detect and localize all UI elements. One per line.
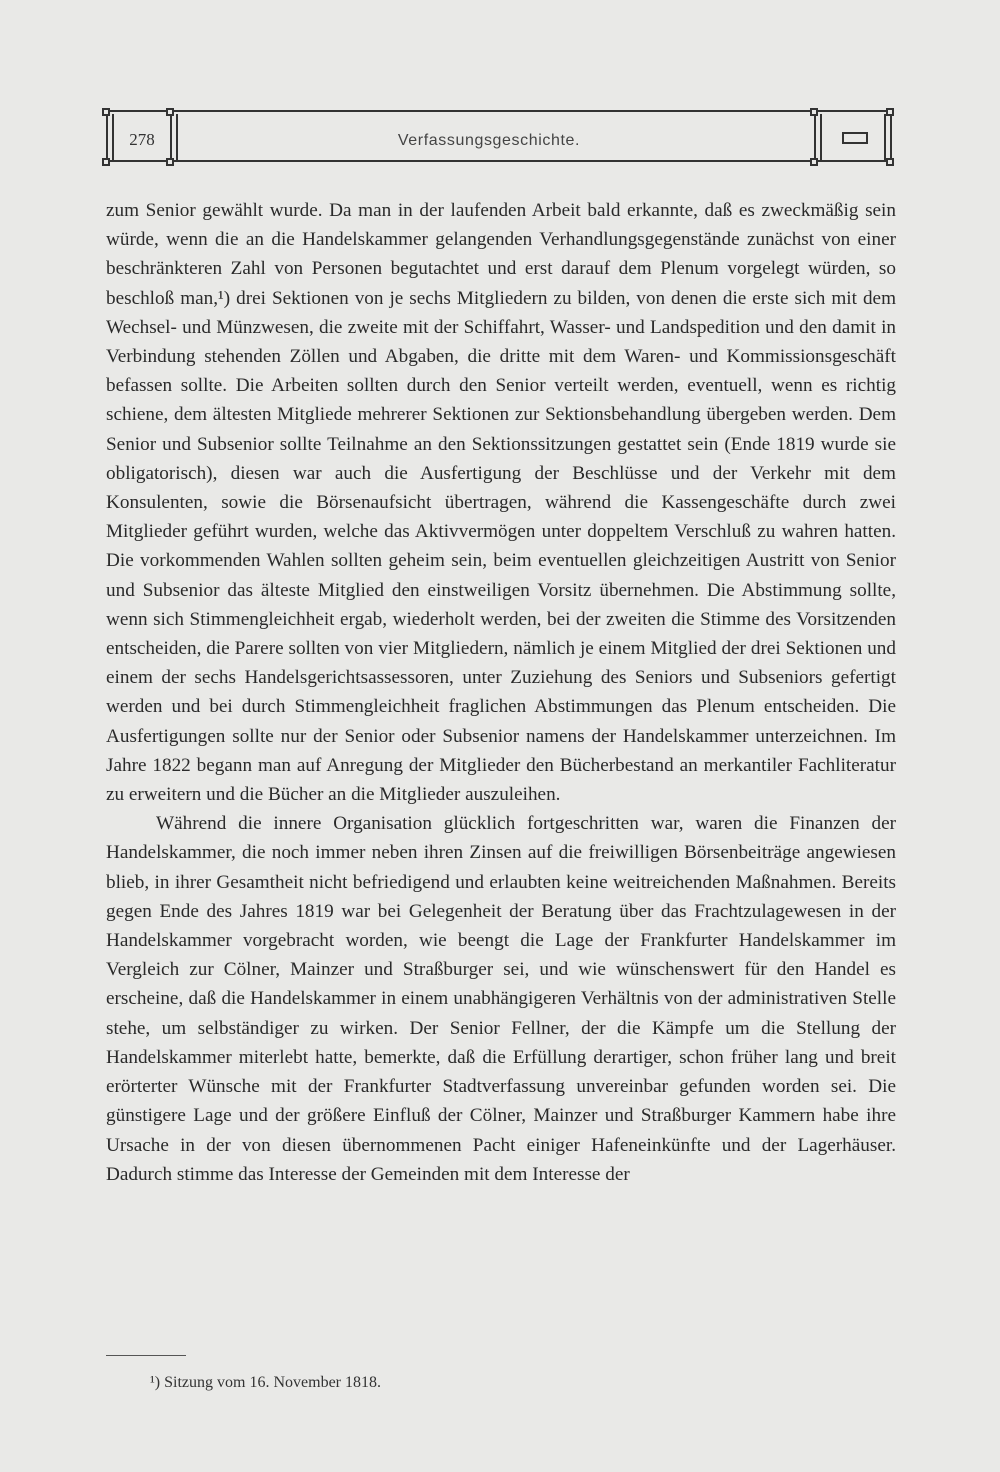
page-header-frame [102,108,894,166]
header-corner-square [102,158,110,166]
header-bottom-rule [102,160,894,162]
header-corner-square [166,158,174,166]
page-number: 278 [129,130,155,149]
header-corner-square [102,108,110,116]
paragraph: zum Senior gewählt wurde. Da man in der laufenden Arbeit bald erkannte, daß es zweckmäßig sein würde, wenn die an die Handelskammer gelangenden Verhandlungsgegenstände zunächst von einer beschränkteren Zahl von Personen begutachtet und erst darauf dem Plenum vorgelegt würden, so beschloß man,¹) drei Sektionen von je sechs Mitgliedern zu bilden, von denen die erste sich mit dem Wechsel- und Münzwesen, die zweite mit der Schiffahrt, Wasser- und Landspedition und den damit in Verbindung stehenden Zöllen und Abgaben, die dritte mit dem Waren- und Kommissionsgeschäft befassen sollte. Die Arbeiten sollten durch den Senior verteilt werden, eventuell, wenn es richtig schiene, dem ältesten Mitgliede mehrerer Sektionen zur Sektionsbehandlung übergeben werden. Dem Senior und Subsenior sollte Teilnahme an den Sektionssitzungen gestattet sein (Ende 1819 wurde sie obligatorisch), diesen war auch die Ausfertigung der Beschlüsse und der Verkehr mit dem Konsulenten, sowie die Börsenaufsicht übertragen, während die Kassengeschäfte durch zwei Mitglieder geführt wurden, welche das Aktivvermögen unter doppeltem Verschluß zu wahren hatten. Die vorkommenden Wahlen sollten geheim sein, beim eventuellen gleichzeitigen Austritt von Senior und Subsenior das älteste Mitglied den einstweiligen Vorsitz übernehmen. Die Abstimmung sollte, wenn sich Stimmengleichheit ergab, wiederholt werden, bei der zweiten die Stimme des Vorsitzenden entscheiden, die Parere sollten von vier Mitgliedern, nämlich je einem Mitglied der drei Sektionen und einem der sechs Handelsgerichtsassessoren, unter Zuziehung des Seniors und Subseniors gefertigt werden und bei durch Stimmengleichheit fraglichen Abstimmungen das Plenum entscheiden. Die Ausfertigungen sollte nur der Senior oder Subsenior namens der Handelskammer unterzeichnen. Im Jahre 1822 begann man auf Anregung der Mitglieder den Bücherbestand an merkantiler Fachliteratur zu erweitern und die Bücher an die Mitglieder auszuleihen. [106,200,896,806]
header-corner-square [886,108,894,116]
running-title: Verfassungsgeschichte. [397,132,581,149]
footnote-rule [106,1355,186,1356]
header-corner-square [810,158,818,166]
header-corner-square [886,158,894,166]
header-corner-square [810,108,818,116]
footnote: ¹) Sitzung vom 16. November 1818. [150,1374,381,1391]
header-left-inner-bar [112,114,114,160]
header-right-divider-inner [820,114,822,160]
header-corner-square [166,108,174,116]
header-right-inner-bar [884,114,886,160]
header-ornament-icon [842,132,868,144]
body-text [106,196,896,1189]
header-top-rule [102,110,894,112]
paragraph: Während die innere Organisation glücklich fortgeschritten war, waren die Finanzen der Handelskammer, die noch immer neben ihren Zinsen auf die freiwilligen Börsenbeiträge angewiesen blieb, in ihrer Gesamtheit nicht befriedigend und erlaubten keine weitreichenden Maßnahmen. Bereits gegen Ende des Jahres 1819 war bei Gelegenheit der Beratung über das Frachtzulagewesen in der Handelskammer vorgebracht worden, wie beengt die Lage der Frankfurter Handelskammer im Vergleich zur Cölner, Mainzer und Straßburger sei, und wie wünschenswert für den Handel es erscheine, daß die Handelskammer in einem unabhängigeren Verhältnis von der administrativen Stelle stehe, um selbständiger zu wirken. Der Senior Fellner, der die Kämpfe um die Stellung der Handelskammer miterlebt hatte, bemerkte, daß die Erfüllung derartiger, schon früher lang und breit erörterter Wünsche mit der Frankfurter Stadtverfassung unvereinbar gefunden worden sei. Die günstigere Lage und der größere Einfluß der Cölner, Mainzer und Straßburger Kammern habe ihre Ursache in der von diesen übernommenen Pacht einiger Hafeneinkünfte und der Lagerhäuser. Dadurch stimme das Interesse der Gemeinden mit dem Interesse der [106,813,896,1185]
